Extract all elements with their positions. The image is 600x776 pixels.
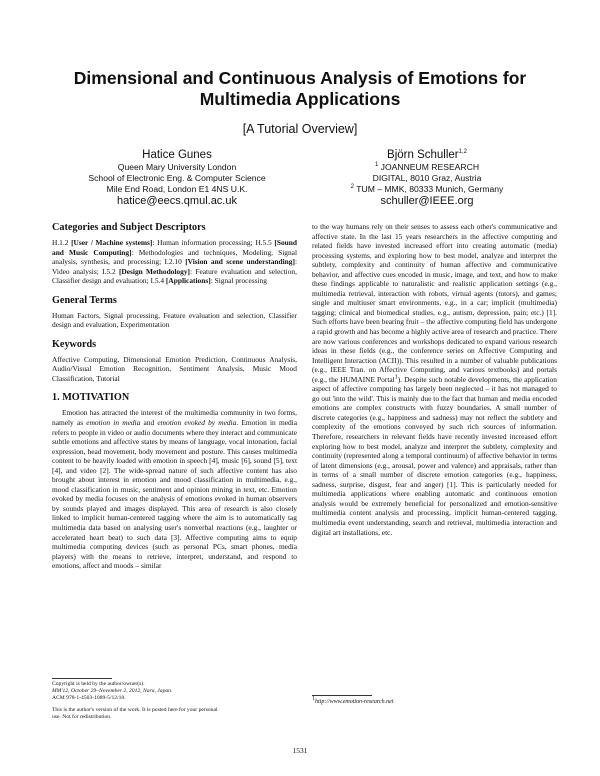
general-terms-text: Human Factors, Signal processing, Feature evaluation and selection, Classifier design and evaluation, Experimentation [52,310,297,330]
copyright-line-3: ACM 978-1-4503-1089-5/12/10. [52,695,126,702]
keywords-heading: Keywords [52,338,97,350]
footnote-rule [312,695,372,696]
cat-text-3: : Methodologies and techniques, Modeling, Signal analysis, synthesis, and processing; I.2.10 [52,247,297,267]
paper-subtitle: [A Tutorial Overview] [242,122,358,136]
cat-text-4: : Video analysis; I.5.2 [52,257,297,276]
author-2-aff2-sup: 2 [350,184,354,191]
copyright-line-2 [52,688,297,695]
author-2-affiliation-3: TUM – MMK, 80333 Munich, Germany [356,184,504,194]
right-text-1: to the way humans rely on their senses to assess each other's communicative and affective state. In the last 15 years researchers in the affective computing and related fields have invested increased effort into creating automatic (media) processing systems, and exploring how to best model, analyze and interpret the subtlety, complexity and continuity of human affective and communicative behavior, and affective cues encoded in music, image, and text, and how to make these findings applicable to naturalistic and realistic application settings (e.g., multimedia retrieval, interaction with robots, virtual agents (tutors), and games; single and multiuser smart environments, e.g., in a car; implicit (multimedia) tagging; clinical and biomedical studies, e.g., autism, depression, pain; etc.) [1]. Such efforts have been bearing fruit – the affective computing field has undergone a rapid growth and has become a highly active area of research and practice. There are now various conferences and workshops dedicated to expand various research ideas in these fields (e.g., the conference series on Affective Computing and Intelligent Interaction (ACII)). This resulted in a number of valuable publications (e.g., IEEE Tran. on Affective Computing, and various textbooks) and portals (e.g., the HUMAINE Portal [312,222,557,384]
copyright-rule [52,678,112,679]
author-block-1 [62,148,292,208]
author-2-email[interactable]: schuller@IEEE.org [380,195,474,207]
cat-bold-5: [Applications] [165,276,211,286]
copyright-line-4: This is the author's version of the work. It is posted here for your personal [52,706,218,713]
author-2-name-row [302,148,552,162]
paper-title [40,68,560,110]
author-2-aff1-sup: 1 [374,162,379,169]
title-line-1: Dimensional and Continuous Analysis of Emotions for [73,68,527,88]
footnote-marker[interactable]: 1 [394,374,398,381]
mot-text-2: and [140,418,158,428]
author-2-name: Björn Schuller [387,149,459,161]
motivation-heading: 1. MOTIVATION [52,392,130,404]
cat-bold-1: [User / Machine systems] [71,238,153,247]
cat-bold-3: [Vision and scene understanding] [185,257,295,267]
keywords-text: Affective Computing, Dimensional Emotion Prediction, Continuous Analysis, Audio/Visual Emotion Recognition, Sentiment Analysis, Music Mood Classification, Tutorial [52,354,297,383]
cat-text-5: : Feature evaluation and selection, Classifier design and evaluation; I.5.4 [52,266,297,286]
copyright-block [52,678,297,721]
mot-text-3: . Emotion in media refers to people in video or audio documents where they interact and communicate subtle emotions and affective states by means of language, vocal intonation, facial expression, head movement, body movement and posture. This causes multimedia content to be heavily loaded with emotion in speech [4], music [6], sound [5], text [4], and video [2]. The wide-spread nature of such affective content has also brought about interest in emotion and mood classification in multimedia, e.g., mood classification in music, sentiment and opinion mining in text, etc. Emotion evoked by media focuses on the analysis of emotions evoked in human observers by sounds played and images displayed. This area of research is also closely linked to implicit human-centered tagging where the aim is to automatically tag multimedia data based on analysing user's nonverbal reactions (e.g., laughter or accelerated heart beat) to such data [3]. Affective computing aims to equip multimedia computing devices (such as personal PCs, smart phones, media players) with the means to retrieve, interpret, understand, and respond to emotions, affect and moods – similar [52,418,297,571]
author-2-affiliation-1: JOANNEUM RESEARCH [380,162,480,172]
right-column-text [312,222,557,537]
author-2-affiliation-3-row [302,184,552,195]
right-column [312,222,557,537]
cat-text-6: : Signal processing [210,276,267,286]
cat-bold-4: [Design Methodology] [118,266,190,276]
footnote-line [312,698,557,706]
mot-italic-2: emotion evoked by media [157,418,237,428]
cat-text-2: : Human information processing; H.5.5 [152,238,275,247]
copyright-line-5: use. Not for redistribution. [52,713,112,720]
author-1-name: Hatice Gunes [142,149,212,161]
page-number: 1531 [292,746,308,755]
author-1-affiliation-1: Queen Mary University London [117,162,237,172]
author-block-2 [302,148,552,208]
author-2-name-sup: 1,2 [458,149,467,156]
copyright-conference: MM'12, October 29–November 2, 2012, Nara, Japan. [52,688,173,695]
author-1-email[interactable]: hatice@eecs.qmul.ac.uk [116,195,237,207]
mot-text-1: Emotion has attracted the interest of the multimedia community in two forms, namely as [52,408,297,428]
general-terms-heading: General Terms [52,294,117,306]
author-1-address: Mile End Road, London E1 4NS U.K. [106,184,248,194]
footnote-url-block [312,695,557,706]
author-1-affiliation-2: School of Electronic Eng. & Computer Science [88,173,266,183]
footnote-url[interactable]: http://www.emotion-research.net [315,699,394,705]
mot-italic-1: emotion in media [86,418,141,428]
right-text-2: ). Despite such notable developments, the application aspect of affective computing has largely been neglected – it has not managed to go out 'into the wild'. This is mainly due to the fact that human and media encoded emotions are complex constructs with fuzzy boundaries. A small number of discrete categories (e.g., happiness and sadness) may not reflect the subtlety and complexity of the emotions conveyed by such rich sources of information. Therefore, researchers in relevant fields have recently invested increased effort exploring how to best model, analyze and interpret the subtlety, complexity and continuity (represented along a temporal continuum) of affective behavior in terms of latent dimensions (e.g., arousal, power and valence) and appraisals, rather than in terms of a small number of discrete emotion categories (e.g., happiness, sadness, surprise, disgust, fear and anger) [1]. This is particularly needed for multimedia applications where enabling automatic and continuous emotion analysis would be extremely beneficial for personalized and emotion-sensitive multimedia content analysis and processing, implicit human-centered tagging, multimedia event understanding, search and retrieval, multimedia interaction and digital art installations, etc. [312,374,557,537]
title-line-2: Multimedia Applications [199,89,401,109]
footnote-url-mark: 1 [312,696,315,702]
categories-text [52,238,297,286]
left-column [52,222,297,571]
author-2-affiliation-2: DIGITAL, 8010 Graz, Austria [372,173,482,183]
cat-bold-2: [Sound and Music Computing] [52,238,298,257]
motivation-text [52,408,297,570]
copyright-line-1: Copyright is held by the author/owner(s). [52,681,145,687]
author-2-affiliation-1-row [302,162,552,173]
categories-heading: Categories and Subject Descriptors [52,222,206,233]
cat-text-1: H.1.2 [52,238,72,247]
